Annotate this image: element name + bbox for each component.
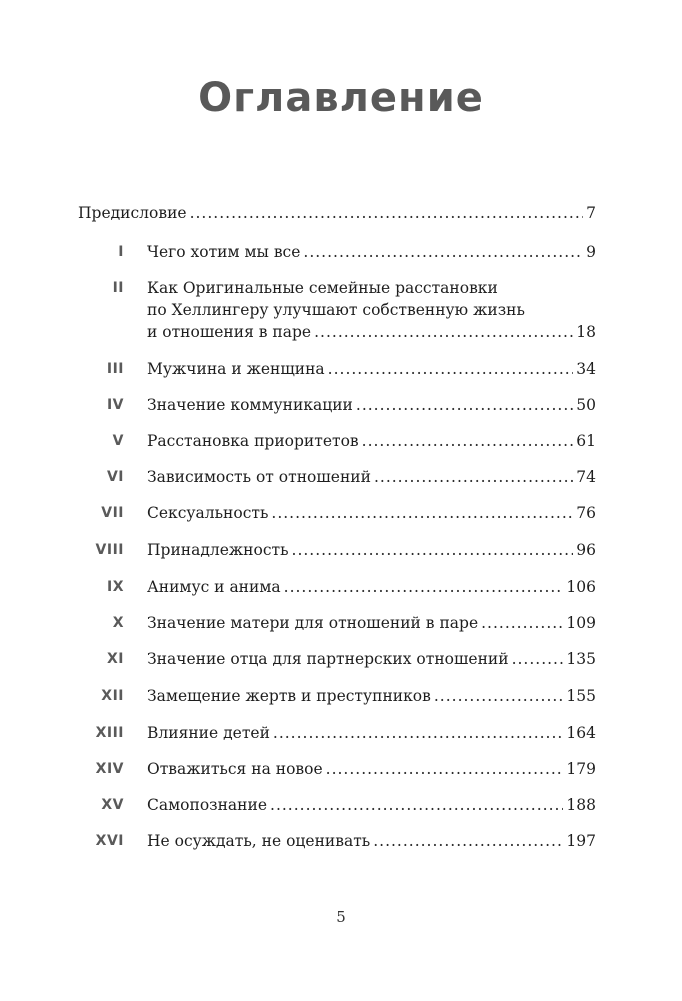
toc-leader-dots: [481, 612, 563, 634]
toc-leader-dots: [284, 576, 564, 598]
toc-entry-page: 7: [586, 204, 596, 222]
toc-entry-body: [124, 648, 596, 670]
chapter-numeral: III: [106, 361, 124, 377]
toc-leader-dots: [374, 466, 573, 488]
toc-leader-dots: [326, 758, 564, 780]
toc-entry-line: [147, 430, 596, 452]
toc-entry-title: Отважиться на новое: [147, 760, 323, 778]
toc-entry-body: [124, 241, 596, 263]
toc-entry-title: Принадлежность: [147, 541, 289, 559]
chapter-numeral: II: [112, 280, 124, 296]
chapter-numeral: V: [112, 433, 124, 449]
toc-entry: [78, 648, 596, 685]
toc-entry: [78, 722, 596, 758]
toc-leader-dots: [270, 794, 563, 816]
toc-leader-dots: [362, 430, 574, 452]
toc-leader-dots: [434, 685, 564, 707]
chapter-numeral: I: [118, 244, 124, 260]
toc-entry-title: Сексуальность: [147, 504, 269, 522]
toc-leader-dots: [314, 321, 573, 343]
toc-entry-line: [147, 722, 596, 744]
toc-entry-body: [124, 394, 596, 416]
toc-entry-body: [124, 430, 596, 452]
toc-entry-line: [147, 321, 596, 343]
toc-entry-title: Значение коммуникации: [147, 396, 353, 414]
toc-entry-title-line: Как Оригинальные семейные расстановки: [147, 279, 498, 297]
toc-entry: [78, 277, 596, 358]
toc-entry: [78, 794, 596, 830]
toc-entry-page: 155: [566, 687, 596, 705]
toc-entry-line: [147, 394, 596, 416]
toc-entry-line: [147, 612, 596, 634]
toc-entry-title: Самопознание: [147, 796, 268, 814]
toc-entry-title: Не осуждать, не оценивать: [147, 832, 371, 850]
page-title: Оглавление: [198, 75, 484, 121]
toc-leader-dots: [271, 502, 573, 524]
toc-entry-title-line: по Хеллингеру улучшают собственную жизнь: [147, 301, 525, 319]
toc-entry-preface: [78, 202, 596, 241]
toc-entry-page: 34: [576, 360, 596, 378]
toc-entry-body: [78, 202, 596, 224]
toc-entry: [78, 241, 596, 277]
chapter-numeral: XI: [106, 651, 124, 667]
toc-entry: [78, 830, 596, 866]
toc-leader-dots: [356, 394, 573, 416]
toc-entry-page: 109: [566, 614, 596, 632]
toc-entry-title: Влияние детей: [147, 724, 270, 742]
toc-entry-body: [124, 502, 596, 524]
page-number: 5: [336, 908, 346, 926]
toc-entry-page: 61: [576, 432, 596, 450]
toc-entry-page: 179: [566, 760, 596, 778]
toc-leader-dots: [292, 539, 574, 561]
toc-entry-title: и отношения в паре: [147, 323, 312, 341]
toc-leader-dots: [273, 722, 564, 744]
toc-entry-page: 96: [576, 541, 596, 559]
toc-entry-title: Предисловие: [78, 204, 187, 222]
toc-entry-body: [124, 466, 596, 488]
toc-entry-body: [124, 612, 596, 634]
chapter-numeral: XIII: [95, 725, 124, 741]
chapter-numeral: XIV: [95, 761, 124, 777]
toc-entry-line: [147, 358, 596, 380]
toc-entry-page: 164: [566, 724, 596, 742]
toc-entry-line: [147, 539, 596, 561]
toc-entry-title: Мужчина и женщина: [147, 360, 325, 378]
toc-entry-title: Значение матери для отношений в паре: [147, 614, 479, 632]
toc-leader-dots: [328, 358, 574, 380]
toc-entry-line: [147, 466, 596, 488]
toc-entry-title: Расстановка приоритетов: [147, 432, 359, 450]
toc-entry-title: Зависимость от отношений: [147, 468, 371, 486]
toc-entry-body: [124, 539, 596, 561]
toc-leader-dots: [190, 202, 584, 224]
toc-entry-page: 188: [566, 796, 596, 814]
toc-entry: [78, 612, 596, 648]
toc-entry-line: [78, 202, 596, 224]
toc-entry-line: [147, 758, 596, 780]
toc-entry-page: 197: [566, 832, 596, 850]
chapter-numeral: VIII: [95, 542, 124, 558]
toc-entry: [78, 394, 596, 430]
chapter-numeral: IV: [106, 397, 124, 413]
toc-entry-line: [147, 685, 596, 707]
toc-entry-page: 74: [576, 468, 596, 486]
toc-entry-title: Чего хотим мы все: [147, 243, 301, 261]
chapter-numeral: XII: [101, 688, 124, 704]
toc-entry: [78, 576, 596, 612]
table-of-contents: [78, 202, 596, 866]
toc-entry-body: [124, 576, 596, 598]
toc-entry-body: [124, 722, 596, 744]
toc-entry: [78, 685, 596, 722]
toc-entry-line: [147, 576, 596, 598]
toc-entry-body: [124, 830, 596, 852]
toc-entry: [78, 358, 596, 394]
chapter-numeral: IX: [106, 579, 124, 595]
toc-leader-dots: [373, 830, 563, 852]
toc-entry-title: Значение отца для партнерских отношений: [147, 650, 509, 668]
toc-entry-body: [124, 358, 596, 380]
toc-leader-dots: [512, 648, 564, 670]
toc-entry-title: Анимус и анима: [147, 578, 281, 596]
toc-entry-page: 9: [586, 243, 596, 261]
toc-entry-line: [147, 794, 596, 816]
toc-leader-dots: [303, 241, 583, 263]
toc-entry: [78, 466, 596, 502]
toc-entry-page: 106: [566, 578, 596, 596]
toc-entry: [78, 539, 596, 576]
toc-entry: [78, 502, 596, 539]
toc-entry-page: 76: [576, 504, 596, 522]
toc-entry: [78, 758, 596, 794]
chapter-numeral: X: [112, 615, 124, 631]
toc-entry-line: [147, 502, 596, 524]
toc-entry-body: [124, 758, 596, 780]
toc-entry-title: Замещение жертв и преступников: [147, 687, 431, 705]
toc-entry-body: [124, 685, 596, 707]
toc-entry-line: [147, 830, 596, 852]
chapter-numeral: VII: [101, 505, 124, 521]
toc-entry-body: [124, 794, 596, 816]
toc-entry-page: 135: [566, 650, 596, 668]
toc-entry-body: [124, 277, 596, 343]
chapter-numeral: XVI: [95, 833, 124, 849]
toc-entry-line: [147, 648, 596, 670]
toc-entry-page: 18: [576, 323, 596, 341]
toc-entry-line: [147, 241, 596, 263]
chapter-numeral: XV: [101, 797, 124, 813]
chapter-numeral: VI: [106, 469, 124, 485]
toc-entry-page: 50: [576, 396, 596, 414]
toc-entry: [78, 430, 596, 466]
